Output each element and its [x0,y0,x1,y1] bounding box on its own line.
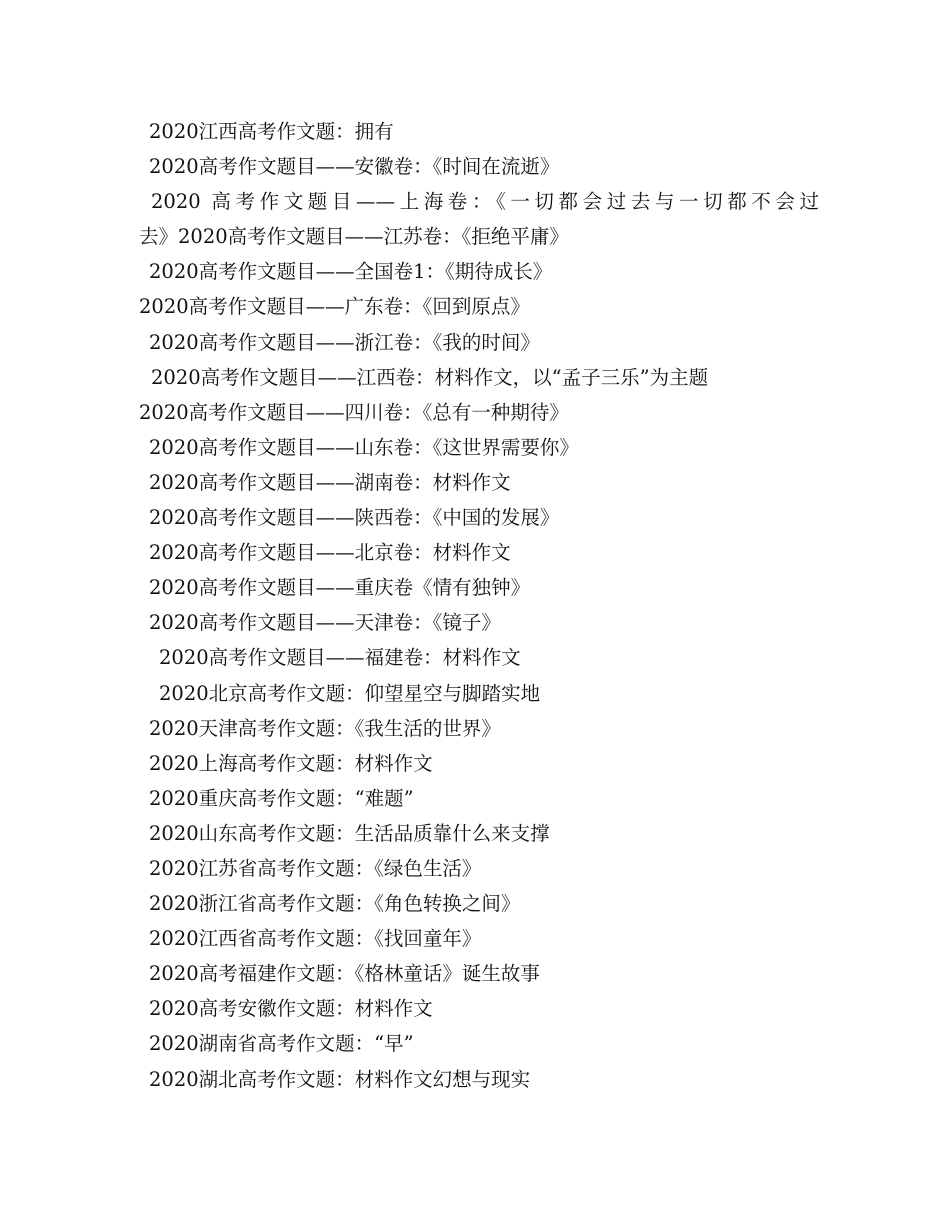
text-line: 2020高考作文题目——全国卷1：《期待成长》 [149,260,553,284]
document-body [139,114,819,1097]
text-line: 2020江苏省高考作文题：《绿色生活》 [149,856,482,880]
text-line: 2020高考作文题目——湖南卷：材料作文 [149,470,511,494]
text-line: 2020高考福建作文题：《格林童话》诞生故事 [149,962,540,986]
text-line: 2020山东高考作文题：生活品质靠什么来支撑 [149,821,550,845]
text-line: 2020高考作文题目——重庆卷《情有独钟》 [149,576,531,600]
text-line: 2020重庆高考作文题：“难题” [149,786,414,810]
text-line: 2020天津高考作文题：《我生活的世界》 [149,716,501,740]
text-line: 2020浙江省高考作文题：《角色转换之间》 [149,892,521,916]
text-line: 2020高考作文题目——陕西卷：《中国的发展》 [149,506,560,530]
text-line: 2020高考作文题目——福建卷：材料作文 [159,646,521,670]
text-line: 2020湖北高考作文题：材料作文幻想与现实 [149,1067,531,1091]
text-line: 2020高考作文题目——广东卷：《回到原点》 [139,295,530,319]
text-line: 2020湖南省高考作文题：“早” [149,1032,414,1056]
text-line: 去》2020高考作文题目——江苏卷：《拒绝平庸》 [139,225,569,249]
text-line: 2020江西高考作文题：拥有 [149,120,394,143]
text-line: 2020 高考作文题目——上海卷：《一切都会过去与一切都不会过 [151,190,819,214]
text-line: 2020高考作文题目——安徽卷：《时间在流逝》 [149,155,560,179]
text-line: 2020高考作文题目——山东卷：《这世界需要你》 [149,435,579,459]
text-line: 2020高考作文题目——北京卷：材料作文 [149,541,511,565]
text-line: 2020高考作文题目——天津卷：《镜子》 [149,611,501,635]
text-line: 2020北京高考作文题：仰望星空与脚踏实地 [159,681,541,705]
text-line: 2020高考安徽作文题：材料作文 [149,997,433,1021]
text-line: 2020高考作文题目——江西卷：材料作文，以“孟子三乐”为主题 [151,365,709,389]
text-line: 2020上海高考作文题：材料作文 [149,751,433,775]
text-line: 2020江西省高考作文题：《找回童年》 [149,927,482,951]
text-line: 2020高考作文题目——浙江卷：《我的时间》 [149,330,540,354]
text-line: 2020高考作文题目——四川卷：《总有一种期待》 [139,400,569,424]
